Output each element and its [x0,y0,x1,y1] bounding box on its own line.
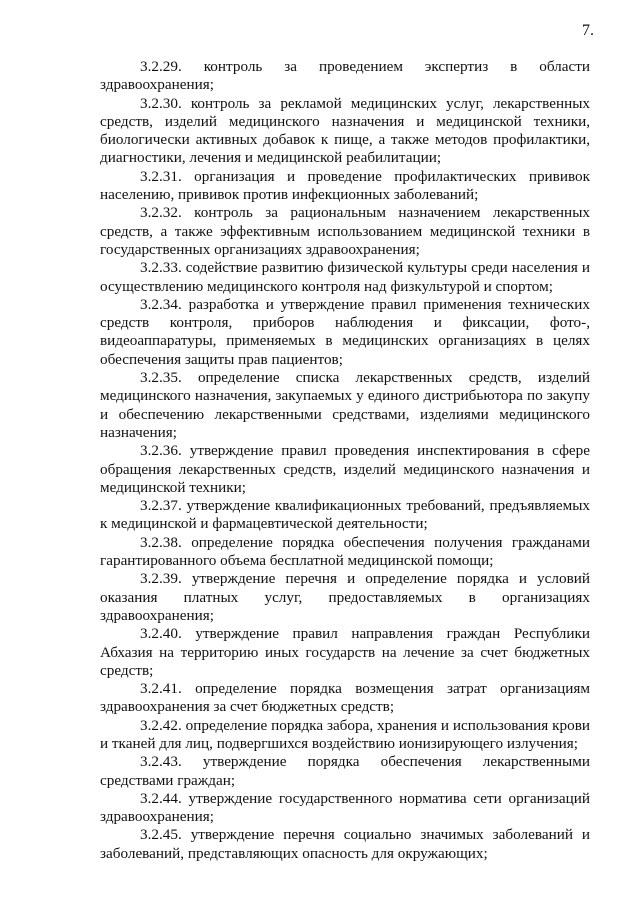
paragraph-text: контроль за проведением экспертиз в области здравоохранения; [100,58,590,94]
paragraph-text: определение списка лекарственных средств, изделий медицинского назначения, закупаемых у единого дистрибьютора по закупу и обеспечению лекарственными средствами, изделиями медицинского назначения; [100,369,591,441]
paragraph-number: 3.2.45. [140,826,182,844]
paragraph-number: 3.2.37. [140,497,182,515]
paragraph-3-2-31 [100,168,590,205]
paragraph-text: определение порядка обеспечения получения гражданами гарантированного объема бесплатной медицинской помощи; [100,533,590,570]
paragraph-3-2-34 [100,296,590,369]
paragraph-number: 3.2.42. [140,716,182,734]
paragraph-3-2-41 [100,680,590,717]
paragraph-3-2-36 [100,442,590,497]
paragraph-3-2-42 [100,717,590,754]
document-body [100,58,590,863]
paragraph-text: утверждение квалификационных требований, предъявляемых к медицинской и фармацевтической деятельности; [100,497,590,533]
paragraph-3-2-40 [100,625,590,680]
paragraph-3-2-30 [100,95,590,168]
paragraph-text: утверждение перечня социально значимых заболеваний и заболеваний, представляющих опасность для окружающих; [100,826,590,862]
paragraph-number: 3.2.40. [140,625,182,643]
paragraph-text: контроль за рекламой медицинских услуг, лекарственных средств, изделий медицинского назначения и медицинской техники, биологически активных добавок к пище, а также методов профилактики, диагностики, лечения и медицинской реабилитации; [100,94,590,167]
paragraph-text: утверждение государственного норматива сети организаций здравоохранения; [100,789,591,826]
paragraph-number: 3.2.33. [140,259,182,277]
paragraph-3-2-44 [100,790,590,827]
paragraph-3-2-43 [100,753,590,790]
paragraph-3-2-32 [100,204,590,259]
paragraph-text: определение порядка возмещения затрат организациям здравоохранения за счет бюджетных средств; [100,680,590,716]
paragraph-3-2-33 [100,259,590,296]
paragraph-text: утверждение перечня и определение порядка и условий оказания платных услуг, предоставляемых в организациях здравоохранения; [100,570,590,624]
paragraph-number: 3.2.32. [140,204,182,222]
paragraph-3-2-35 [100,369,590,442]
paragraph-text: определение порядка забора, хранения и использования крови и тканей для лиц, подвергшихся воздействию ионизирующего излучения; [100,716,590,752]
paragraph-number: 3.2.30. [140,94,182,112]
paragraph-text: разработка и утверждение правил применения технических средств контроля, приборов наблюдения и фиксации, фото-, видеоаппаратуры, применяемых в медицинских организациях в целях обеспечения защиты прав пациентов; [100,295,591,368]
paragraph-number: 3.2.34. [140,295,182,313]
paragraph-3-2-37 [100,497,590,534]
paragraph-3-2-38 [100,534,590,571]
paragraph-text: утверждение порядка обеспечения лекарственными средствами граждан; [100,753,590,789]
paragraph-text: организация и проведение профилактических прививок населению, прививок против инфекционных заболеваний; [100,167,591,204]
paragraph-number: 3.2.29. [140,58,182,75]
paragraph-number: 3.2.44. [140,789,182,807]
paragraph-text: утверждение правил проведения инспектирования в сфере обращения лекарственных средств, изделий медицинского назначения и медицинской техники; [100,442,590,496]
paragraph-3-2-29 [100,58,590,95]
paragraph-number: 3.2.39. [140,570,182,588]
paragraph-3-2-39 [100,570,590,625]
paragraph-number: 3.2.35. [140,369,182,387]
paragraph-number: 3.2.43. [140,753,182,771]
paragraph-text: контроль за рациональным назначением лекарственных средств, а также эффективным использованием медицинской техники в государственных организациях здравоохранения; [100,204,590,258]
page-number: 7. [582,22,594,39]
paragraph-3-2-45 [100,826,590,863]
paragraph-text: содействие развитию физической культуры среди населения и осуществлению медицинского контроля над физкультурой и спортом; [100,259,590,295]
paragraph-number: 3.2.31. [140,167,182,185]
paragraph-text: утверждение правил направления граждан Республики Абхазия на территорию иных государств на лечение за счет бюджетных средств; [100,625,591,679]
paragraph-number: 3.2.36. [140,442,182,460]
paragraph-number: 3.2.38. [140,533,182,551]
paragraph-number: 3.2.41. [140,680,182,698]
